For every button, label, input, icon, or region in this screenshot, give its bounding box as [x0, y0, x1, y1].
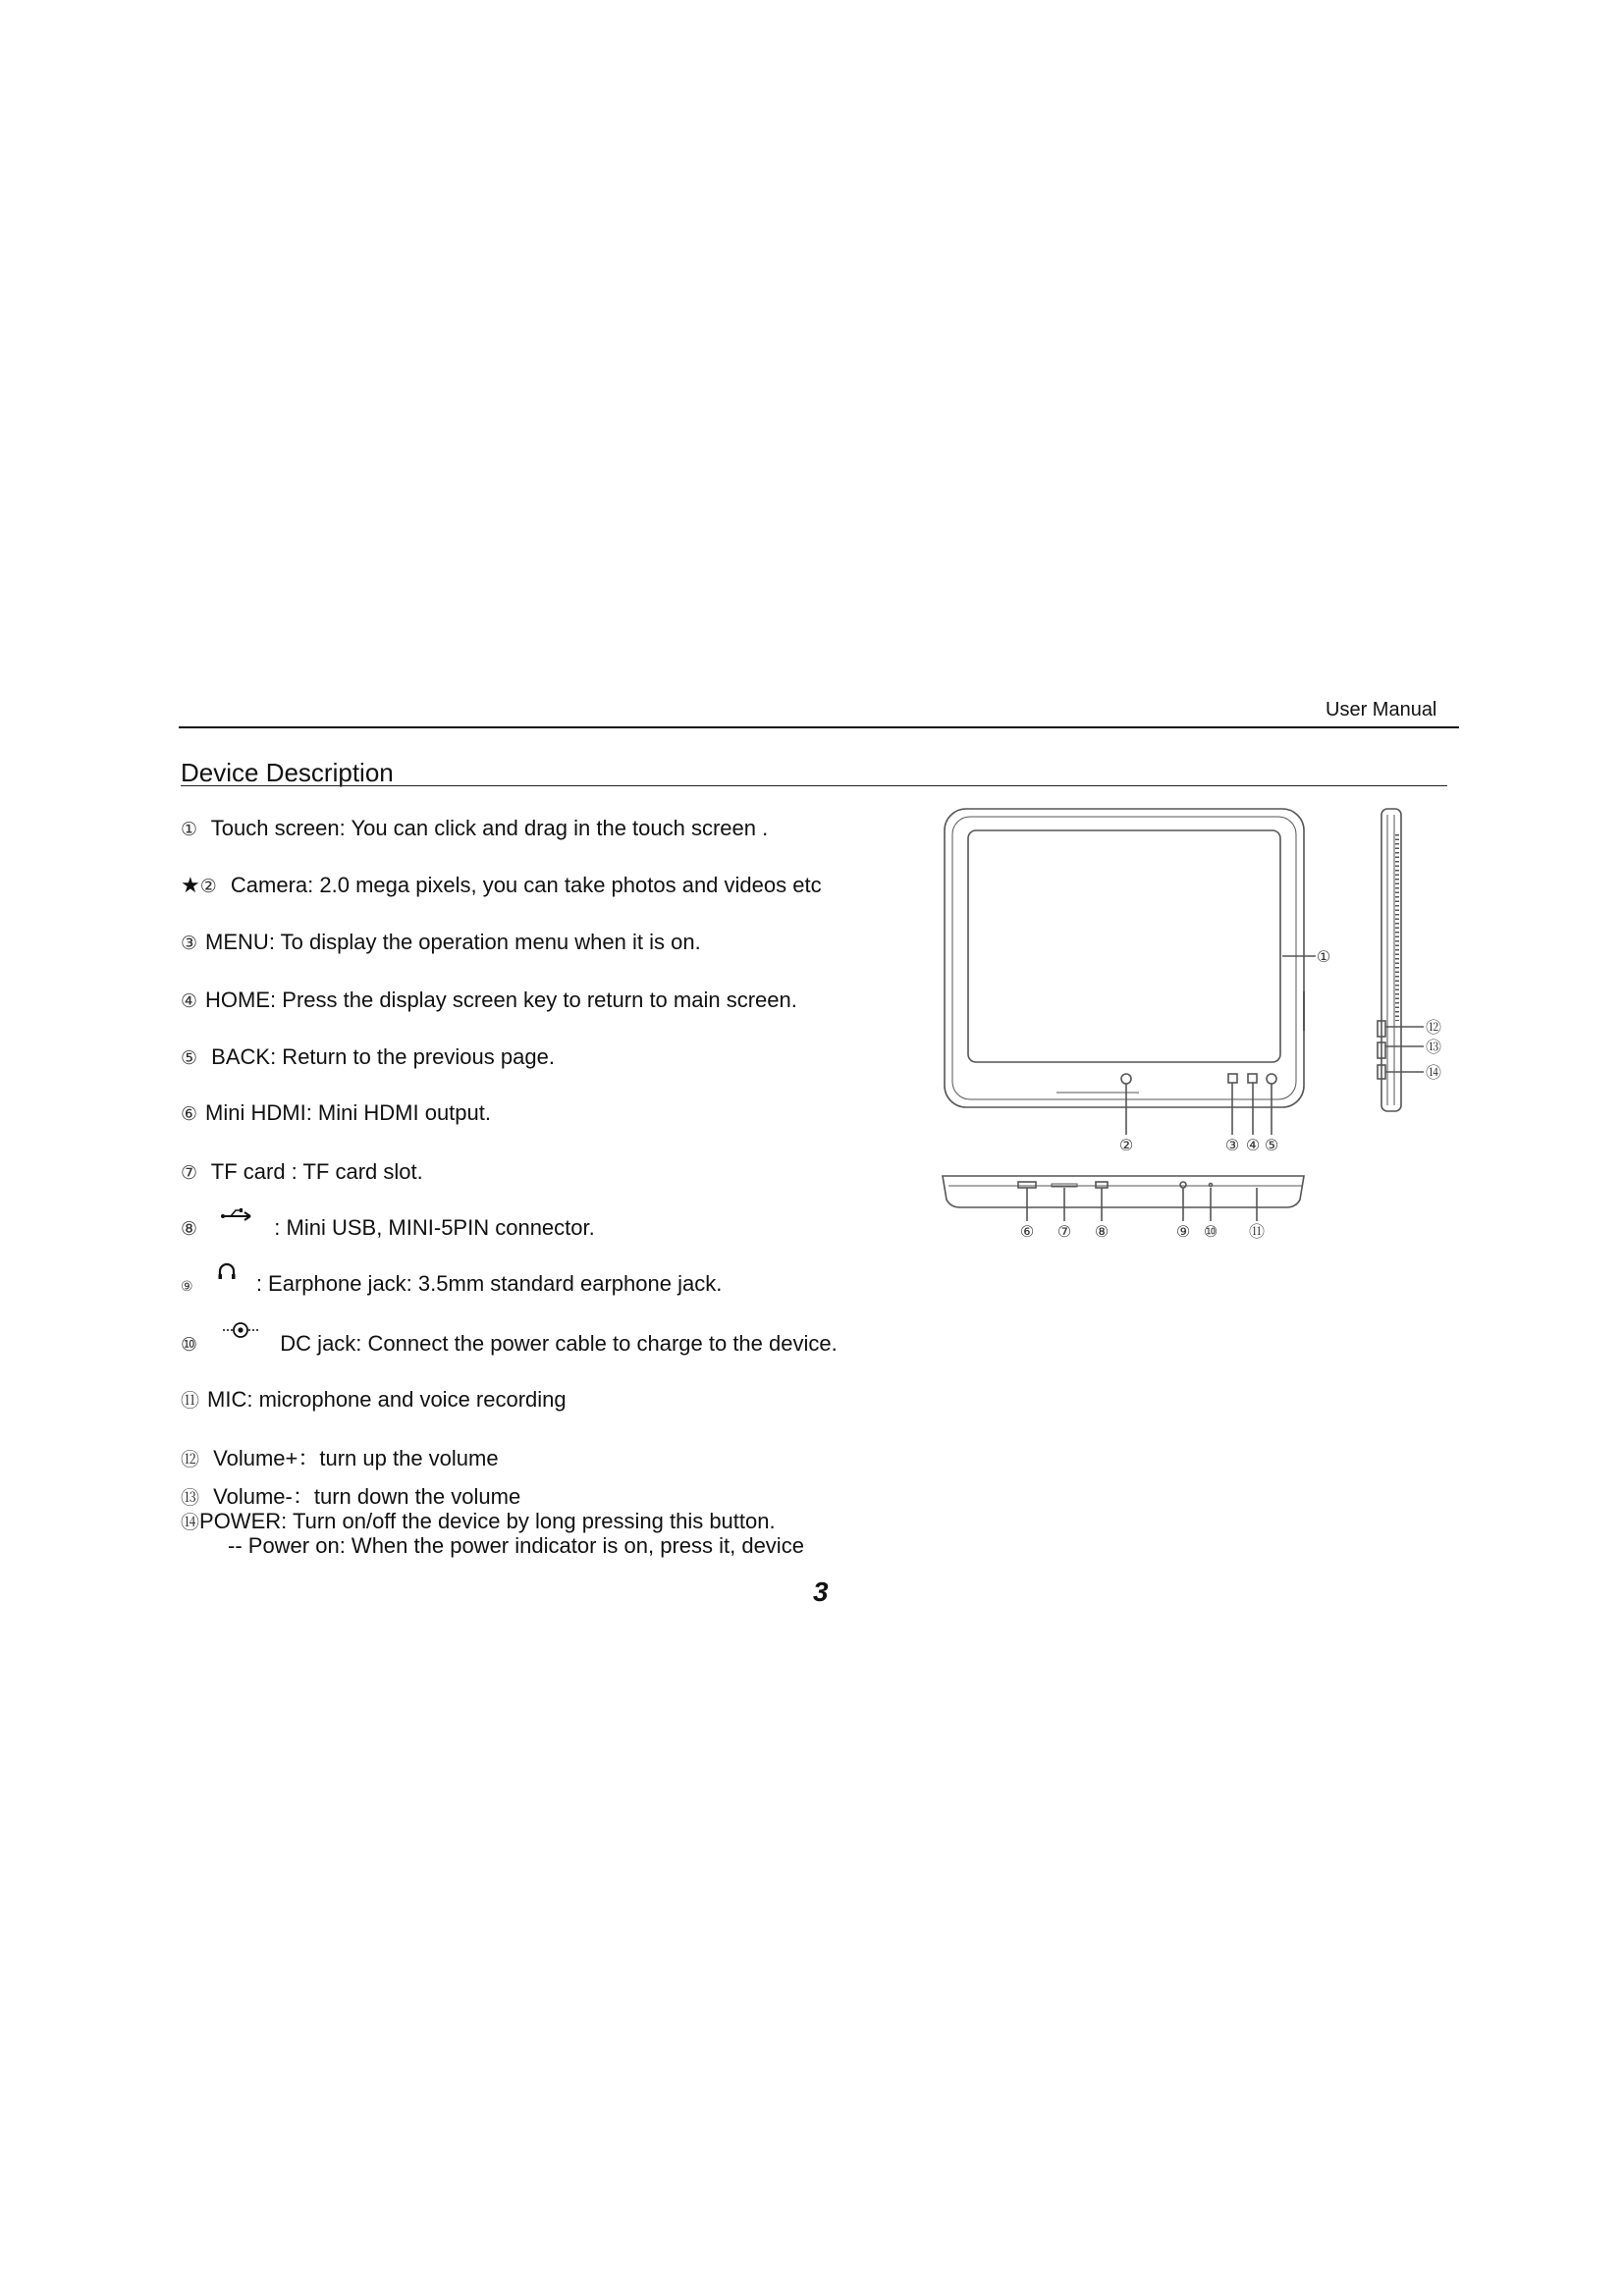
item-number: ④	[181, 990, 198, 1012]
item-text: HOME: Press the display screen key to return to main screen.	[205, 988, 797, 1012]
list-item	[181, 1214, 595, 1243]
header-rule	[179, 726, 1459, 728]
item-number: ⑥	[181, 1103, 198, 1125]
list-item	[181, 1445, 499, 1473]
callout-12: ⑫	[1425, 1018, 1442, 1037]
callout-5: ⑤	[1264, 1136, 1279, 1154]
callout-14: ⑭	[1425, 1063, 1442, 1082]
item-text: DC jack: Connect the power cable to charge to the device.	[280, 1331, 838, 1356]
callout-7: ⑦	[1056, 1222, 1072, 1241]
title-rule	[181, 785, 1447, 786]
item-number: ①	[181, 819, 198, 840]
item-number: ⑭	[181, 1512, 200, 1533]
item-text: Camera: 2.0 mega pixels, you can take photos and videos etc	[230, 873, 822, 897]
item-number: ⑫	[181, 1449, 200, 1470]
item-text: TF card : TF card slot.	[210, 1159, 423, 1184]
section-title: Device Description	[181, 758, 394, 787]
list-item	[181, 987, 797, 1015]
item-text: Volume-：turn down the volume	[213, 1484, 521, 1509]
item-text: MENU: To display the operation menu when it is on.	[205, 930, 701, 954]
list-item	[181, 1270, 722, 1301]
list-item	[181, 1043, 555, 1072]
list-item	[181, 1329, 838, 1359]
callout-11: ⑪	[1248, 1222, 1266, 1241]
list-item	[181, 1099, 491, 1128]
callout-6: ⑥	[1019, 1222, 1035, 1241]
star-icon: ★	[181, 874, 200, 898]
callout-10: ⑩	[1203, 1222, 1218, 1241]
item-number: ②	[199, 876, 217, 897]
item-text: MIC: microphone and voice recording	[207, 1387, 567, 1412]
page-number: 3	[813, 1576, 829, 1607]
dc-jack-icon	[221, 1319, 260, 1348]
list-item	[181, 929, 701, 957]
callout-13: ⑬	[1425, 1038, 1442, 1056]
callout-4: ④	[1245, 1136, 1261, 1154]
item-text: Mini HDMI: Mini HDMI output.	[205, 1100, 491, 1125]
callout-9: ⑨	[1175, 1222, 1191, 1241]
tablet-bottom-edge	[943, 1176, 1304, 1207]
item-number: ⑦	[181, 1162, 198, 1184]
item-number: ③	[181, 933, 198, 954]
callout-8: ⑧	[1094, 1222, 1110, 1241]
item-number: ⑪	[181, 1390, 200, 1412]
list-item	[181, 1386, 567, 1415]
list-item	[181, 815, 768, 843]
sub-item: -- Power on: When the power indicator is on, press it, device	[228, 1533, 804, 1558]
headphone-icon	[217, 1260, 237, 1288]
header-label: User Manual	[1326, 699, 1437, 721]
list-item	[181, 1508, 776, 1536]
item-number: ⑩	[181, 1334, 198, 1356]
item-number: ⑧	[181, 1218, 198, 1240]
item-number: ⑬	[181, 1487, 200, 1509]
callout-1: ①	[1316, 947, 1331, 966]
usb-icon	[221, 1204, 254, 1232]
list-item	[181, 872, 822, 900]
callout-2: ②	[1118, 1136, 1134, 1154]
item-text: : Earphone jack: 3.5mm standard earphone jack.	[255, 1271, 723, 1296]
item-text: BACK: Return to the previous page.	[211, 1044, 555, 1069]
device-diagram	[923, 795, 1473, 1256]
item-text: POWER: Turn on/off the device by long pressing this button.	[199, 1509, 776, 1533]
item-text: : Mini USB, MINI-5PIN connector.	[274, 1215, 595, 1240]
callout-3: ③	[1224, 1136, 1240, 1154]
list-item	[181, 1158, 423, 1187]
tablet-side-outline	[1381, 809, 1401, 1111]
item-text: Touch screen: You can click and drag in the touch screen .	[210, 816, 769, 840]
item-number: ⑨	[181, 1279, 193, 1295]
item-number: ⑤	[181, 1047, 198, 1069]
item-text: Volume+：turn up the volume	[213, 1446, 499, 1470]
